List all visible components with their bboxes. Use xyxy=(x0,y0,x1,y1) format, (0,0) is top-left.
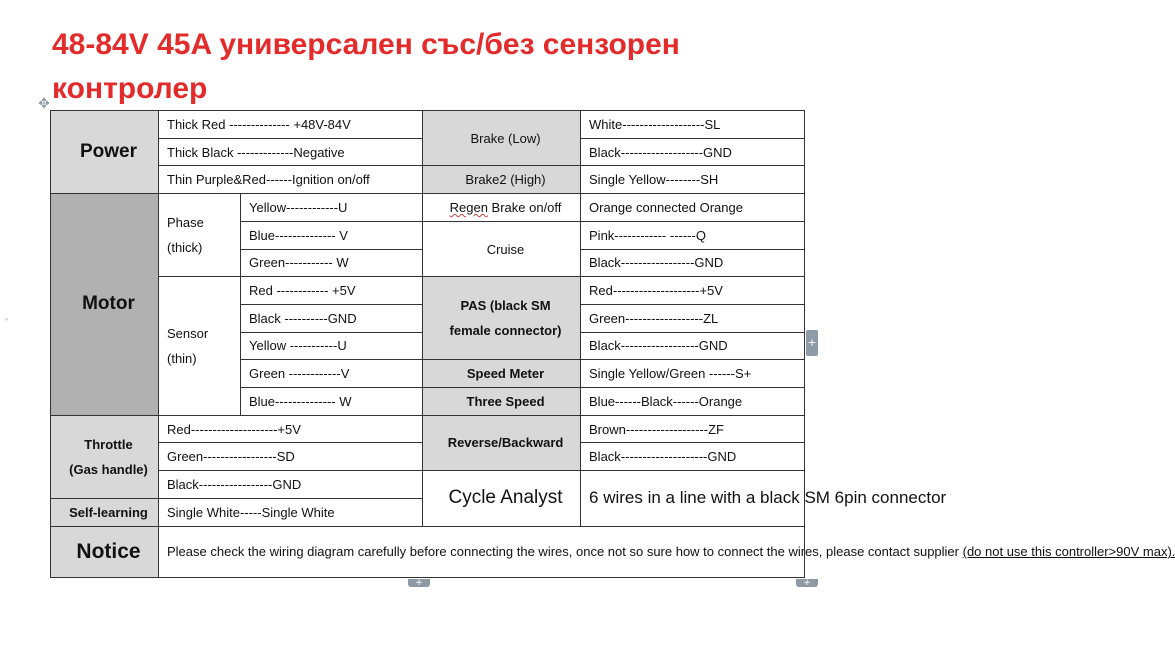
sensor-label xyxy=(159,277,241,416)
cruise-row-2: Black-----------------GND xyxy=(581,249,805,277)
pas-row-3: Black------------------GND xyxy=(581,332,805,360)
sensor-row-3: Yellow -----------U xyxy=(241,332,423,360)
resize-handle-bottom-icon[interactable]: + xyxy=(408,579,430,587)
speed-meter-label: Speed Meter xyxy=(423,360,581,388)
throttle-label xyxy=(51,415,159,498)
three-speed-label: Three Speed xyxy=(423,388,581,416)
pas-row-2: Green------------------ZL xyxy=(581,304,805,332)
regen-rest: Brake on/off xyxy=(487,199,562,215)
three-speed-value: Blue------Black------Orange xyxy=(581,388,805,416)
sensor-label-line1: Sensor xyxy=(167,325,209,341)
phase-row-2: Blue-------------- V xyxy=(241,221,423,249)
phase-row-1: Yellow------------U xyxy=(241,194,423,222)
table-row xyxy=(51,471,805,499)
reverse-label: Reverse/Backward xyxy=(423,415,581,470)
sensor-row-1: Red ------------ +5V xyxy=(241,277,423,305)
reverse-row-2: Black--------------------GND xyxy=(581,443,805,471)
self-learning-value: Single White-----Single White xyxy=(159,498,423,526)
brake-low-row-1: White-------------------SL xyxy=(581,111,805,139)
cruise-label: Cruise xyxy=(423,221,581,276)
notice-main: Please check the wiring diagram carefully before connecting the wires, once not so sure how to connect the wires, please contact supplier xyxy=(167,544,959,560)
page-title-line2: контролер xyxy=(52,72,208,105)
wiring-table xyxy=(50,110,1175,578)
throttle-row-2: Green-----------------SD xyxy=(159,443,423,471)
table-row xyxy=(51,526,805,577)
resize-handle-corner-icon[interactable]: + xyxy=(796,579,818,587)
cruise-row-1: Pink------------ ------Q xyxy=(581,221,805,249)
table-row xyxy=(51,111,805,139)
sensor-label-line2: (thin) xyxy=(167,350,197,366)
table-row xyxy=(51,415,805,443)
sensor-row-4: Green ------------V xyxy=(241,360,423,388)
scroll-tick-icon: ˅ xyxy=(4,318,9,329)
self-learning-label: Self-learning xyxy=(51,498,159,526)
cycle-analyst-label: Cycle Analyst xyxy=(423,471,581,526)
motor-label: Motor xyxy=(51,194,159,416)
cycle-analyst-value: 6 wires in a line with a black SM 6pin connector xyxy=(581,471,805,526)
pas-label-line1: PAS (black SM xyxy=(460,298,551,314)
phase-label-line1: Phase xyxy=(167,215,204,231)
throttle-label-line1: Throttle xyxy=(84,436,133,452)
resize-handle-right-icon[interactable]: + xyxy=(806,330,818,356)
sensor-row-2: Black ----------GND xyxy=(241,304,423,332)
notice-label: Notice xyxy=(51,526,159,577)
throttle-label-line2: (Gas handle) xyxy=(69,461,148,477)
pas-label-line2: female connector) xyxy=(449,323,562,339)
pas-label xyxy=(423,277,581,360)
phase-label-line2: (thick) xyxy=(167,240,203,256)
table-row xyxy=(51,277,805,305)
move-arrows-icon[interactable]: ✥ xyxy=(38,96,50,112)
regen-brake-label xyxy=(423,194,581,222)
brake-low-row-2: Black-------------------GND xyxy=(581,138,805,166)
brake-low-label: Brake (Low) xyxy=(423,111,581,166)
regen-value: Orange connected Orange xyxy=(581,194,805,222)
phase-row-3: Green----------- W xyxy=(241,249,423,277)
brake2-label: Brake2 (High) xyxy=(423,166,581,194)
sensor-row-5: Blue-------------- W xyxy=(241,388,423,416)
power-row-3: Thin Purple&Red------Ignition on/off xyxy=(159,166,423,194)
power-row-1: Thick Red -------------- +48V-84V xyxy=(159,111,423,139)
brake2-value: Single Yellow--------SH xyxy=(581,166,805,194)
reverse-row-1: Brown-------------------ZF xyxy=(581,415,805,443)
notice-text xyxy=(159,526,1175,577)
power-label: Power xyxy=(51,111,159,194)
throttle-row-3: Black-----------------GND xyxy=(159,471,423,499)
throttle-row-1: Red--------------------+5V xyxy=(159,415,423,443)
regen-word: Regen xyxy=(449,199,488,215)
speed-meter-value: Single Yellow/Green ------S+ xyxy=(581,360,805,388)
notice-underlined: (do not use this controller>90V max). xyxy=(962,544,1175,560)
table-row xyxy=(51,166,805,194)
pas-row-1: Red--------------------+5V xyxy=(581,277,805,305)
power-row-2: Thick Black -------------Negative xyxy=(159,138,423,166)
phase-label xyxy=(159,194,241,277)
wiring-table-container xyxy=(50,110,1175,578)
page-title-line1: 48-84V 45A универсален със/без сензорен xyxy=(52,28,680,61)
table-row xyxy=(51,194,805,222)
